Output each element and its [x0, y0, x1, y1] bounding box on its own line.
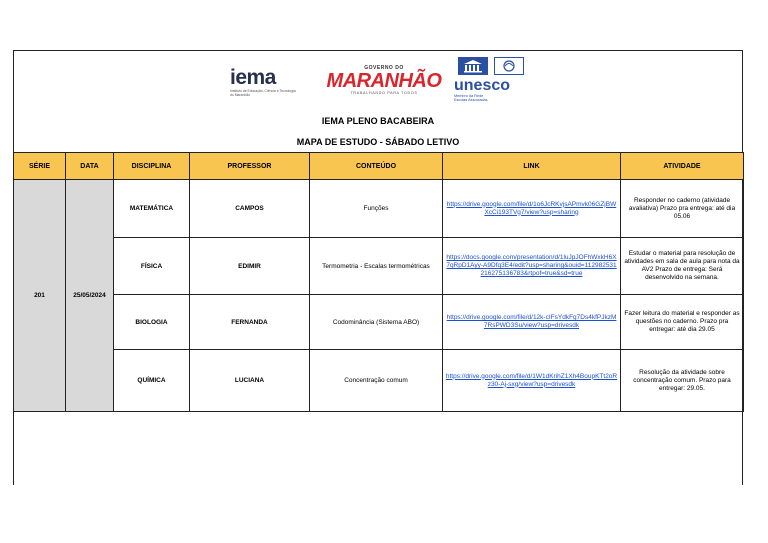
logo-bar: [14, 51, 742, 113]
school-name: IEMA PLENO BACABEIRA: [321, 116, 435, 126]
conteudo-cell: Termometria - Escalas termométricas: [310, 238, 443, 295]
atividade-cell: Resolução da atividade sobre concentração comum. Prazo para entregar: 29.05.: [621, 350, 744, 412]
conteudo-cell: Codominância (Sistema ABO): [310, 295, 443, 350]
atividade-cell: Fazer leitura do material e responder as questões no caderno. Prazo pra entregar: até dia 29.05: [621, 295, 744, 350]
date-cell: 25/05/2024: [66, 180, 114, 412]
associated-schools-icon: [494, 57, 524, 75]
serie-cell: 201: [14, 180, 66, 412]
material-link[interactable]: https://drive.google.com/file/d/1o6JcRKvjsAPmvk06GZjBWXcCi193TVg7/view?usp=sharing: [443, 180, 621, 238]
col-header-disciplina: DISCIPLINA: [114, 153, 190, 180]
atividade-cell: Estudar o material para resolução de atividades em sala de aula para nota da AV2 Prazo de entrega: Será desenvolvido na semana.: [621, 238, 744, 295]
conteudo-cell: Concentração comum: [310, 350, 443, 412]
table-row: [14, 295, 744, 350]
document-sheet: [13, 50, 743, 485]
table-header-row: [14, 153, 744, 180]
col-header-professor: PROFESSOR: [190, 153, 310, 180]
material-link[interactable]: https://drive.google.com/file/d/1W1dKrihZ1Xh4BoupKTt2oRz30-Aj-sxg/view?usp=drivesdk: [443, 350, 621, 412]
material-link[interactable]: https://docs.google.com/presentation/d/1luJpJOFhWxkH6X7qRpD1Ayy-A9Dfq3E4/edit?usp=sharing&ouid=112982531216275136783&rtpof=true&sd=true: [443, 238, 621, 295]
disciplina-cell: MATEMÁTICA: [114, 180, 190, 238]
unesco-logo: [454, 57, 534, 109]
col-header-link: LINK: [443, 153, 621, 180]
disciplina-cell: QUÍMICA: [114, 350, 190, 412]
col-header-serie: SÉRIE: [14, 153, 66, 180]
disciplina-cell: BIOLOGIA: [114, 295, 190, 350]
iema-logo-subtitle: Instituto de Educação, Ciência e Tecnologia do Maranhão: [230, 89, 296, 97]
atividade-cell: Responder no caderno (atividade avaliativa) Prazo pra entrega: até dia 05.06: [621, 180, 744, 238]
iema-logo-word: iema: [230, 66, 276, 89]
material-link[interactable]: https://drive.google.com/file/d/12k-cIFsYdkFg7Ds4kfPJkzM7RsPWD3Su/view?usp=drivesdk: [443, 295, 621, 350]
unesco-temple-icon: [458, 57, 488, 75]
col-header-atividade: ATIVIDADE: [621, 153, 744, 180]
maranhao-logo-tagline: TRABALHANDO PARA TODOS: [350, 91, 418, 95]
conteudo-cell: Funções: [310, 180, 443, 238]
col-header-data: DATA: [66, 153, 114, 180]
maranhao-logo-name: MARANHÃO: [326, 70, 442, 92]
professor-cell: CAMPOS: [190, 180, 310, 238]
table-row: [14, 350, 744, 412]
iema-logo: [230, 67, 312, 107]
col-header-conteudo: CONTEÚDO: [310, 153, 443, 180]
table-row: [14, 180, 744, 238]
maranhao-logo-top: GOVERNO DO: [364, 65, 404, 71]
disciplina-cell: FÍSICA: [114, 238, 190, 295]
unesco-emblems: [458, 57, 534, 75]
table-row: [14, 238, 744, 295]
professor-cell: FERNANDA: [190, 295, 310, 350]
unesco-logo-word: unesco: [454, 77, 511, 94]
map-title: MAPA DE ESTUDO - SÁBADO LETIVO: [296, 137, 460, 147]
professor-cell: EDIMIR: [190, 238, 310, 295]
maranhao-logo: [318, 65, 450, 105]
unesco-logo-subtitle-2: Escolas Associadas: [454, 98, 488, 103]
study-map-table: [13, 152, 744, 412]
unesco-logo-subtitle-1: Membro da Rede: [454, 94, 484, 98]
professor-cell: LUCIANA: [190, 350, 310, 412]
